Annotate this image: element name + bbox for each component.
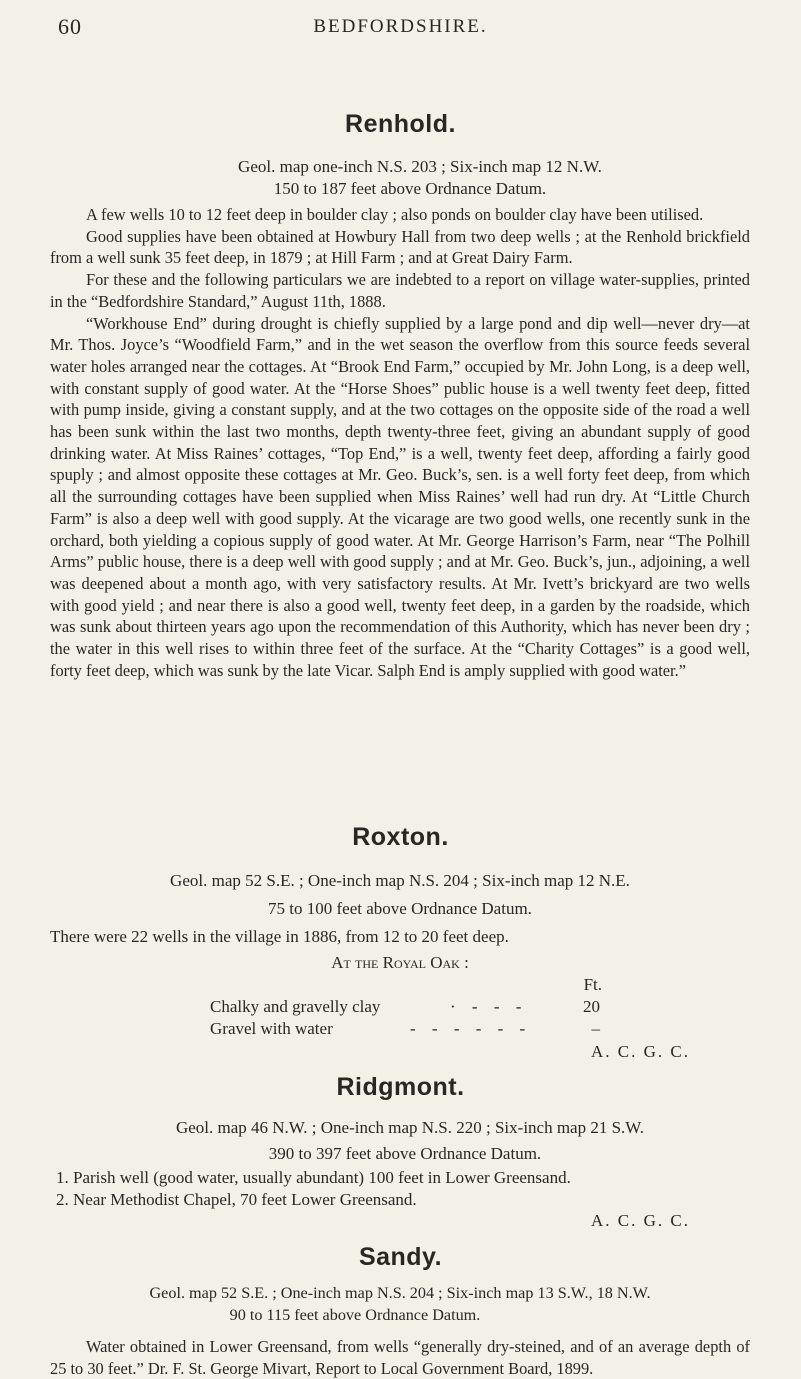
well-list	[50, 1167, 750, 1211]
list-item: 1. Parish well (good water, usually abundant) 100 feet in Lower Greensand.	[56, 1168, 571, 1187]
section-heading-roxton: Roxton.	[352, 823, 449, 851]
table-row	[50, 996, 750, 1018]
leader-dots: · - - -	[450, 997, 528, 1016]
paragraph: “Workhouse End” during drought is chiefly supplied by a large pond and dip well—never dry—at Mr. Thos. Joyce’s “Woodfield Farm,” and in the wet season the overflow from this source feeds several water holes arranged near the cottages. At “Brook End Farm,” occupied by Mr. John Long, is a deep well, with constant supply of good water. At the “Horse Shoes” public house is a well twenty feet deep, fitted with pump inside, giving a constant supply, and at the two cottages on the opposite side of the road a well has been sunk within the last two months, depth twenty-three feet, giving an abundant supply of good drinking water. At Miss Raines’ cottages, “Top End,” is a well, twenty feet deep, affording a fairly good spuply ; and almost opposite these cottages at Mr. Geo. Buck’s, sen. is a well forty feet deep, from which all the surrounding cottages have been supplied when Miss Raines’ well had run dry. At “Little Church Farm” is also a deep well with good supply. At the vicarage are two good wells, one recently sunk in the orchard, both yielding a copious supply of good water. At Mr. George Harrison’s Farm, near “The Polhill Arms” public house, there is a deep well with good supply ; and at Mr. Geo. Buck’s, jun., adjoining, a well was deepened about a month ago, with very satisfactory results. At Mr. Ivett’s brickyard are two wells with good yield ; and near there is also a good well, twenty feet deep, in a garden by the roadside, which was sunk about thirteen years ago upon the recommendation of this Authority, which has never been dry ; the water in this well rises to within three feet of the surface. At the “Charity Cottages” is a good well, forty feet deep, which was sunk by the late Vicar. Salph End is amply supplied with good water.”	[50, 313, 750, 680]
paragraph: A few wells 10 to 12 feet deep in boulder clay ; also ponds on boulder clay have been utilised.	[86, 205, 704, 224]
stratum-thickness: 20	[583, 997, 600, 1016]
paragraph: Good supplies have been obtained at Howbury Hall from two deep wells ; at the Renhold brickfield from a well sunk 35 feet deep, in 1879 ; at Hill Farm ; and at Great Dairy Farm.	[50, 226, 750, 268]
running-header	[58, 14, 743, 40]
map-reference: Geol. map 46 N.W. ; One-inch map N.S. 220 ; Six-inch map 21 S.W.	[175, 1118, 645, 1137]
elevation-range: 90 to 115 feet above Ordnance Datum.	[229, 1306, 481, 1324]
table-row	[50, 1018, 750, 1040]
section-heading-sandy: Sandy.	[358, 1243, 443, 1271]
section-heading-renhold: Renhold.	[345, 110, 456, 138]
site-label: At the Royal Oak :	[331, 953, 469, 972]
section-heading-ridgmont: Ridgmont.	[336, 1073, 465, 1101]
elevation-range: 390 to 397 feet above Ordnance Datum.	[268, 1144, 542, 1163]
unit-header: Ft.	[583, 975, 602, 994]
map-reference: Geol. map 52 S.E. ; One-inch map N.S. 204 ; Six-inch map 13 S.W., 18 N.W.	[149, 1284, 651, 1302]
list-item: 2. Near Methodist Chapel, 70 feet Lower Greensand.	[56, 1190, 417, 1209]
paragraph: Water obtained in Lower Greensand, from wells “generally dry-steined, and of an average depth of 25 to 30 feet.” Dr. F. St. George Mivart, Report to Local Government Board, 1899.	[50, 1337, 750, 1378]
elevation-range: 75 to 100 feet above Ordnance Datum.	[268, 899, 532, 918]
stratum-thickness: –	[591, 1019, 600, 1038]
running-title: BEDFORDSHIRE.	[313, 16, 488, 37]
paragraph: There were 22 wells in the village in 1886, from 12 to 20 feet deep.	[50, 927, 509, 946]
paragraph: For these and the following particulars we are indebted to a report on village water-supplies, printed in the “Bedfordshire Standard,” August 11th, 1888.	[50, 270, 750, 311]
map-reference: Geol. map 52 S.E. ; One-inch map N.S. 204 ; Six-inch map 12 N.E.	[170, 871, 630, 890]
strata-table	[50, 974, 750, 1040]
stratum-label: Gravel with water	[210, 1019, 333, 1038]
stratum-label: Chalky and gravelly clay	[210, 997, 381, 1016]
author-initials: A. C. G. C.	[591, 1042, 690, 1061]
map-reference: Geol. map one-inch N.S. 203 ; Six-inch map 12 N.W.	[238, 157, 602, 176]
page-number: 60	[58, 14, 82, 39]
leader-dots: - - - - - -	[410, 1019, 532, 1038]
author-initials: A. C. G. C.	[591, 1211, 690, 1230]
elevation-range: 150 to 187 feet above Ordnance Datum.	[273, 179, 547, 198]
